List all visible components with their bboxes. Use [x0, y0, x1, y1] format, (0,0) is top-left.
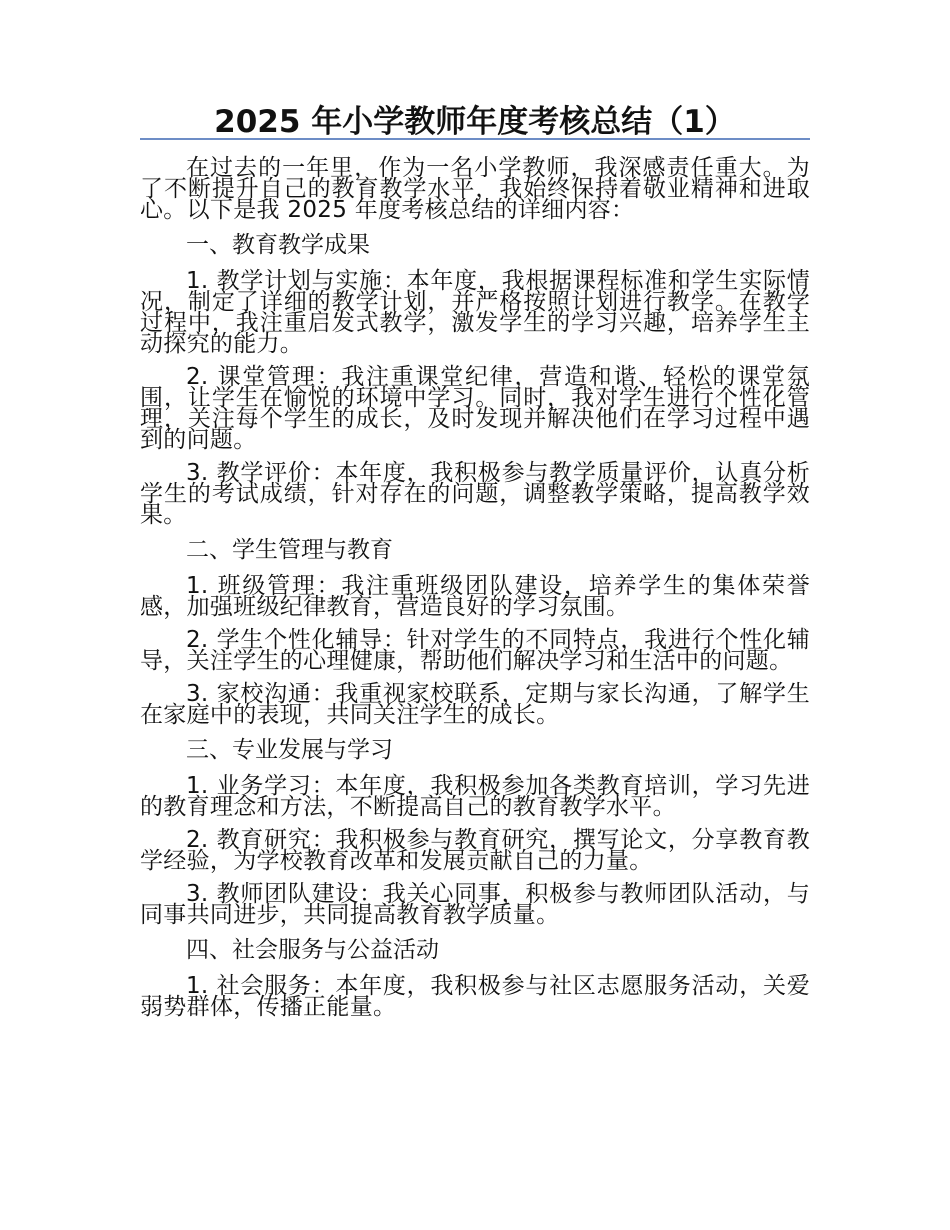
section-item: 3. 家校沟通：我重视家校联系，定期与家长沟通，了解学生在家庭中的表现，共同关注学生的成长。: [140, 681, 810, 728]
section-item: 3. 教师团队建设：我关心同事，积极参与教师团队活动，与同事共同进步，共同提高教育教学质量。: [140, 881, 810, 928]
section-item: 3. 教学评价：本年度，我积极参与教学质量评价，认真分析学生的考试成绩，针对存在的问题，调整教学策略，提高教学效果。: [140, 460, 810, 528]
section-item: 2. 课堂管理：我注重课堂纪律，营造和谐、轻松的课堂氛围，让学生在愉悦的环境中学习。同时，我对学生进行个性化管理，关注每个学生的成长，及时发现并解决他们在学习过程中遇到的问题。: [140, 364, 810, 453]
intro-paragraph: 在过去的一年里，作为一名小学教师，我深感责任重大。为了不断提升自己的教育教学水平，我始终保持着敬业精神和进取心。以下是我 2025 年度考核总结的详细内容：: [140, 155, 810, 223]
section-item: 2. 教育研究：我积极参与教育研究，撰写论文，分享教育教学经验，为学校教育改革和发展贡献自己的力量。: [140, 827, 810, 874]
document-title: 2025 年小学教师年度考核总结（1）: [214, 104, 736, 140]
section-heading: 二、学生管理与教育: [186, 537, 393, 563]
section-item: 1. 教学计划与实施：本年度，我根据课程标准和学生实际情况，制定了详细的教学计划，并严格按照计划进行教学。在教学过程中，我注重启发式教学，激发学生的学习兴趣，培养学生主动探究的能力。: [140, 268, 810, 357]
section-item: 2. 学生个性化辅导：针对学生的不同特点，我进行个性化辅导，关注学生的心理健康，帮助他们解决学习和生活中的问题。: [140, 627, 810, 674]
section-heading: 一、教育教学成果: [186, 232, 370, 258]
document-body: [140, 155, 810, 1030]
section-heading: 四、社会服务与公益活动: [186, 937, 439, 963]
section-item: 1. 班级管理：我注重班级团队建设，培养学生的集体荣誉感，加强班级纪律教育，营造良好的学习氛围。: [140, 573, 810, 620]
section-item: 1. 社会服务：本年度，我积极参与社区志愿服务活动，关爱弱势群体，传播正能量。: [140, 973, 810, 1020]
section-heading: 三、专业发展与学习: [186, 737, 393, 763]
section-item: 1. 业务学习：本年度，我积极参加各类教育培训，学习先进的教育理念和方法，不断提高自己的教育教学水平。: [140, 773, 810, 820]
title-underline: [140, 138, 810, 140]
